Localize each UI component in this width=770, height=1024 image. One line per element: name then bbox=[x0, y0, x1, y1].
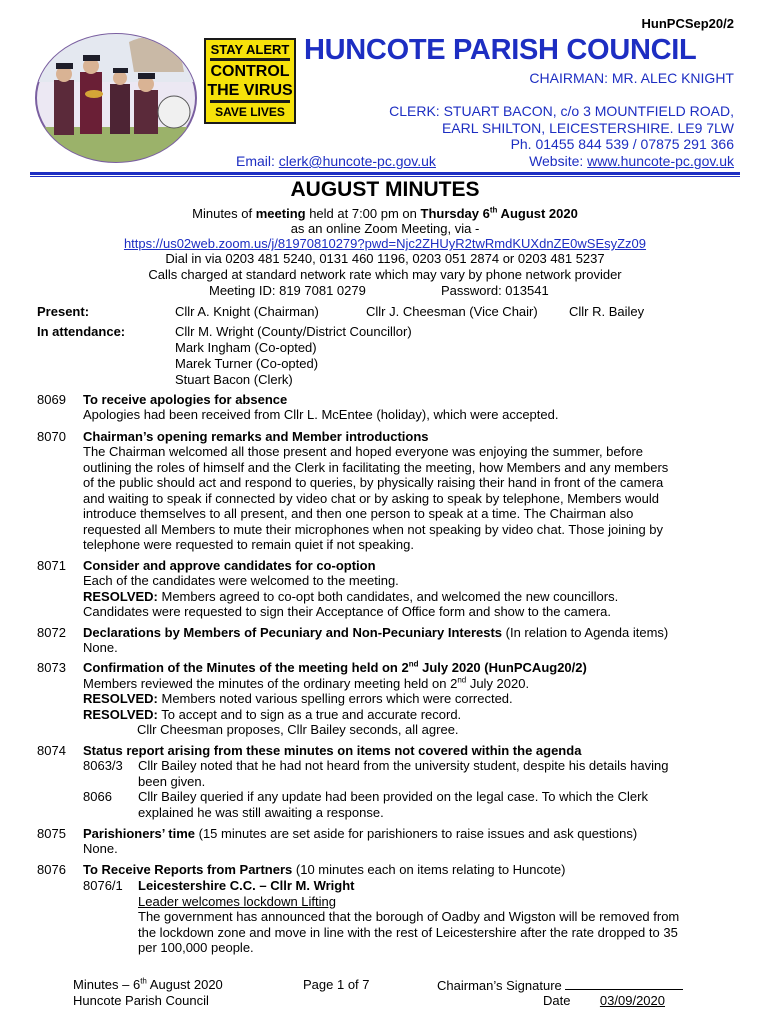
item-heading bbox=[83, 625, 733, 641]
item-resolution bbox=[83, 589, 733, 605]
zoom-link[interactable] bbox=[0, 236, 770, 252]
item-number: 8072 bbox=[37, 625, 66, 640]
item-text: requested all Members to mute their microphones when not speaking by video chat. Those joining by bbox=[83, 522, 664, 537]
item-heading bbox=[83, 826, 733, 842]
item-title-note: (In relation to Agenda items) bbox=[502, 625, 669, 640]
item-resolution bbox=[83, 707, 733, 723]
date-line bbox=[543, 993, 688, 1009]
item-title-note: (15 minutes are set aside for parishioners to raise issues and ask questions) bbox=[195, 826, 638, 841]
present-member: Cllr R. Bailey bbox=[569, 304, 645, 319]
sub-item-text: the lockdown zone and move in line with the rest of Leicestershire after the rate dropped to 35 bbox=[138, 925, 678, 940]
sub-item-subheading: Leader welcomes lockdown Lifting bbox=[138, 894, 336, 909]
document-reference: HunPCSep20/2 bbox=[641, 16, 734, 31]
sub-item-number: 8066 bbox=[83, 789, 112, 804]
header-rule bbox=[30, 172, 740, 175]
sub-item-text: per 100,000 people. bbox=[138, 940, 254, 955]
item-title: To Receive Reports from Partners bbox=[83, 862, 293, 877]
council-name: HUNCOTE PARISH COUNCIL bbox=[304, 34, 697, 66]
sign-line-control: CONTROL bbox=[210, 63, 290, 80]
stay-alert-sign bbox=[204, 38, 296, 124]
signature-line bbox=[437, 977, 683, 994]
resolved-label: RESOLVED: bbox=[83, 707, 158, 722]
website-link[interactable]: www.huncote-pc.gov.uk bbox=[587, 153, 734, 169]
meeting-id: Meeting ID: 819 7081 0279 bbox=[209, 283, 366, 298]
item-title: Declarations by Members of Pecuniary and Non-Pecuniary Interests bbox=[83, 625, 503, 640]
sign-band bbox=[210, 100, 290, 103]
email-line bbox=[236, 153, 436, 169]
email-label: Email: bbox=[236, 153, 279, 169]
present-member: Cllr A. Knight (Chairman) bbox=[175, 304, 319, 319]
clerk-line-2: EARL SHILTON, LEICESTERSHIRE. LE9 7LW bbox=[441, 120, 734, 136]
resolution-text: Members agreed to co-opt both candidates, and welcomed the new councillors. bbox=[157, 589, 619, 604]
footer-council: Huncote Parish Council bbox=[73, 993, 209, 1008]
item-text-part: Members reviewed the minutes of the ordinary meeting held on 2 bbox=[83, 676, 458, 691]
email-link[interactable]: clerk@huncote-pc.gov.uk bbox=[278, 153, 436, 169]
attendee: Mark Ingham (Co-opted) bbox=[175, 340, 317, 355]
item-title: Chairman’s opening remarks and Member introductions bbox=[83, 429, 429, 444]
footer-minutes-date bbox=[73, 977, 223, 993]
item-title: Status report arising from these minutes on items not covered within the agenda bbox=[83, 743, 582, 758]
item-text: and waiting to speak if connected by video chat or by asking to speak by telephone, Members would bbox=[83, 491, 659, 506]
attendance-label: In attendance: bbox=[37, 324, 126, 339]
meeting-password: Password: 013541 bbox=[441, 283, 549, 298]
item-title-note: (10 minutes each on items relating to Huncote) bbox=[292, 862, 566, 877]
ordinal-suffix: th bbox=[140, 976, 147, 986]
item-text bbox=[83, 676, 733, 692]
sign-line-the-virus: THE VIRUS bbox=[207, 82, 293, 99]
item-text: outlining the roles of himself and the Clerk in facilitating the meeting, how Members and any members bbox=[83, 460, 669, 475]
item-number: 8070 bbox=[37, 429, 66, 444]
item-text: None. bbox=[83, 640, 118, 655]
item-text: The Chairman welcomed all those present and hoped everyone was enjoying the summer, before bbox=[83, 444, 644, 459]
sign-line-save-lives: SAVE LIVES bbox=[215, 105, 285, 119]
item-number: 8073 bbox=[37, 660, 66, 675]
dial-in-line: Dial in via 0203 481 5240, 0131 460 1196, 0203 051 2874 or 0203 481 5237 bbox=[165, 251, 605, 266]
intro-date-rest: August 2020 bbox=[497, 206, 578, 221]
parish-logo-image bbox=[34, 32, 199, 164]
item-number: 8076 bbox=[37, 862, 66, 877]
sub-item-title: Leicestershire C.C. – Cllr M. Wright bbox=[138, 878, 355, 893]
attendee: Cllr M. Wright (County/District Councillor) bbox=[175, 324, 412, 339]
date-label: Date bbox=[543, 993, 571, 1008]
sub-item-number: 8063/3 bbox=[83, 758, 123, 773]
sub-item-number: 8076/1 bbox=[83, 878, 123, 893]
website-line bbox=[529, 153, 734, 169]
sub-item-text: been given. bbox=[138, 774, 206, 789]
resolved-label: RESOLVED: bbox=[83, 589, 158, 604]
signature-label: Chairman’s Signature bbox=[437, 978, 562, 993]
chairman-line: CHAIRMAN: MR. ALEC KNIGHT bbox=[529, 70, 734, 86]
item-number: 8074 bbox=[37, 743, 66, 758]
zoom-link-text[interactable]: https://us02web.zoom.us/j/81970810279?pwd=Njc2ZHUyR2twRmdKUXdnZE0wSEsyZz09 bbox=[123, 236, 647, 251]
item-title: To receive apologies for absence bbox=[83, 392, 288, 407]
item-title: Parishioners’ time bbox=[83, 826, 195, 841]
signature-date: 03/09/2020 bbox=[599, 993, 665, 1008]
intro-line-2: as an online Zoom Meeting, via - bbox=[290, 221, 480, 236]
sign-line-stay-alert: STAY ALERT bbox=[210, 42, 290, 57]
item-number: 8071 bbox=[37, 558, 66, 573]
charges-line: Calls charged at standard network rate which may vary by phone network provider bbox=[148, 267, 622, 282]
sub-item-text: explained he was still awaiting a response. bbox=[138, 805, 384, 820]
item-text: telephone were requested to remain quiet if not speaking. bbox=[83, 537, 414, 552]
sub-item-text: Cllr Bailey queried if any update had been provided on the legal case. To which the Clerk bbox=[138, 789, 648, 804]
sign-band bbox=[210, 58, 290, 61]
item-text: Cllr Cheesman proposes, Cllr Bailey seconds, all agree. bbox=[137, 722, 459, 737]
item-heading bbox=[83, 862, 733, 878]
sub-item-text: The government has announced that the borough of Oadby and Wigston will be removed from bbox=[138, 909, 680, 924]
clerk-line-1: CLERK: STUART BACON, c/o 3 MOUNTFIELD ROAD, bbox=[389, 103, 734, 119]
item-text: of the public should act and respond to queries, by physically raising their hand in front of the camera bbox=[83, 475, 664, 490]
item-title: Consider and approve candidates for co-option bbox=[83, 558, 376, 573]
resolution-text: To accept and to sign as a true and accurate record. bbox=[157, 707, 462, 722]
item-resolution bbox=[83, 691, 733, 707]
item-title-text: Confirmation of the Minutes of the meeting held on 2 bbox=[83, 660, 409, 675]
item-title-text: July 2020 (HunPCAug20/2) bbox=[418, 660, 587, 675]
page-number: Page 1 of 7 bbox=[303, 977, 370, 992]
intro-date-suffix: th bbox=[489, 205, 498, 215]
ordinal-suffix: nd bbox=[457, 675, 467, 685]
item-text: Apologies had been received from Cllr L. McEntee (holiday), which were accepted. bbox=[83, 407, 559, 422]
resolved-label: RESOLVED: bbox=[83, 691, 158, 706]
website-label: Website: bbox=[529, 153, 588, 169]
item-text: Candidates were requested to sign their Acceptance of Office form and show to the camera. bbox=[83, 604, 611, 619]
footer-text: Minutes – 6 bbox=[73, 977, 141, 992]
intro-text: Minutes of bbox=[192, 206, 256, 221]
present-member: Cllr J. Cheesman (Vice Chair) bbox=[366, 304, 538, 319]
sub-item-text: Cllr Bailey noted that he had not heard from the university student, despite his details having bbox=[138, 758, 669, 773]
resolution-text: Members noted various spelling errors which were corrected. bbox=[157, 691, 513, 706]
item-text: None. bbox=[83, 841, 118, 856]
item-text: Each of the candidates were welcomed to the meeting. bbox=[83, 573, 399, 588]
intro-date-day: Thursday 6 bbox=[420, 206, 490, 221]
header-rule-thin bbox=[30, 176, 740, 177]
item-title bbox=[83, 660, 733, 676]
present-label: Present: bbox=[37, 304, 90, 319]
item-number: 8069 bbox=[37, 392, 66, 407]
ordinal-suffix: nd bbox=[408, 659, 419, 669]
intro-text: held at 7:00 pm on bbox=[305, 206, 421, 221]
attendee: Marek Turner (Co-opted) bbox=[175, 356, 319, 371]
intro-date bbox=[421, 206, 578, 221]
intro-text-bold: meeting bbox=[255, 206, 306, 221]
footer-text: August 2020 bbox=[146, 977, 223, 992]
intro-line-1 bbox=[0, 206, 770, 222]
item-text-part: July 2020. bbox=[466, 676, 530, 691]
phone-line: Ph. 01455 844 539 / 07875 291 366 bbox=[510, 136, 734, 152]
item-text: introduce themselves to all present, and then one person to speak at a time. The Chairman also bbox=[83, 506, 634, 521]
signature-blank bbox=[565, 977, 683, 990]
item-number: 8075 bbox=[37, 826, 66, 841]
page-title: AUGUST MINUTES bbox=[290, 178, 480, 201]
attendee: Stuart Bacon (Clerk) bbox=[175, 372, 293, 387]
